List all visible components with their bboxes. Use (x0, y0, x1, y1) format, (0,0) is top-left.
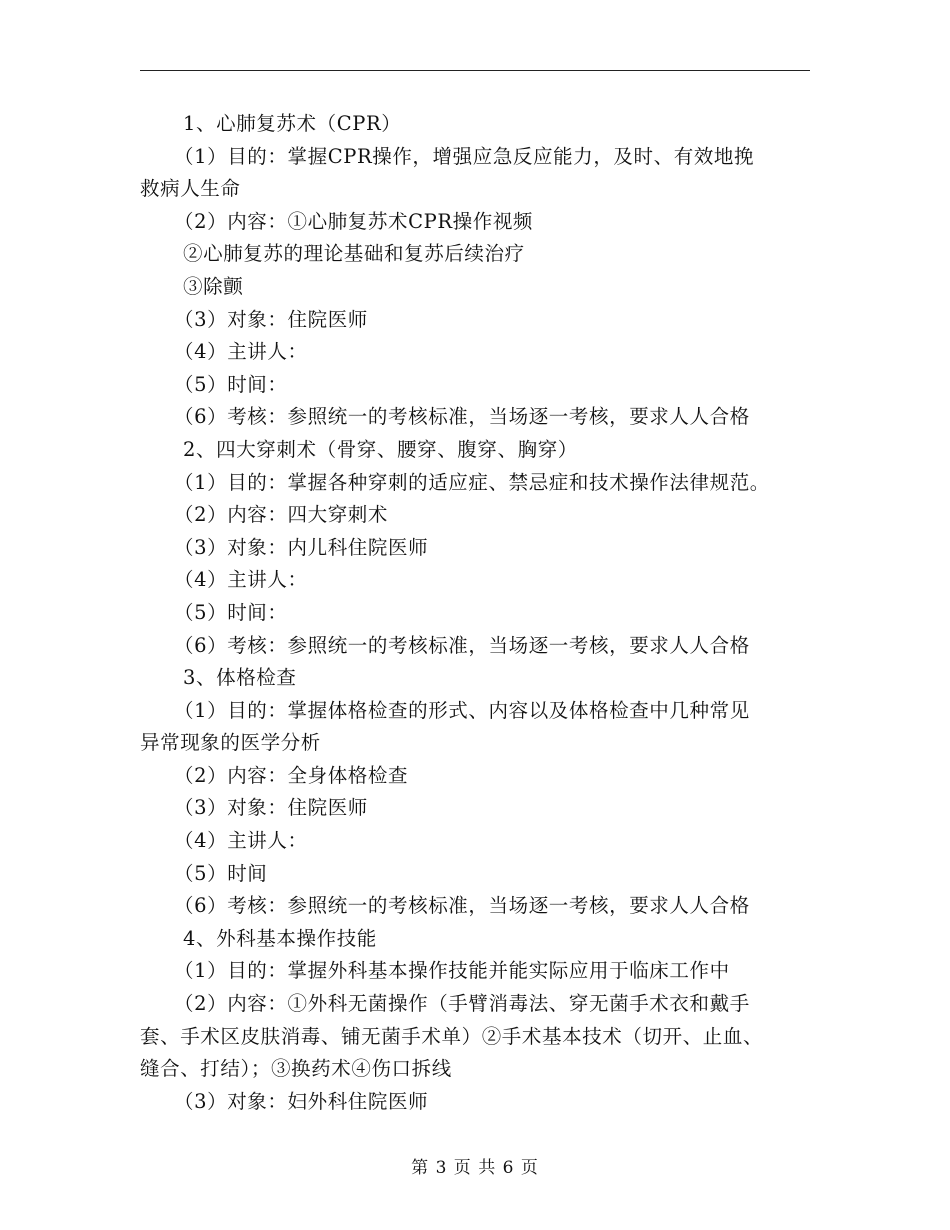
paragraph-line: （6）考核：参照统一的考核标准，当场逐一考核，要求人人合格 (174, 405, 750, 429)
section-heading-cpr: 1、心肺复苏术（CPR） (183, 112, 402, 135)
paragraph-line: （3）对象：住院医师 (174, 307, 368, 331)
page-number-footer: 第 3 页 共 6 页 (411, 1158, 539, 1178)
paragraph-line: 缝合、打结）；③换药术④伤口拆线 (140, 1057, 452, 1081)
paragraph-line: （2）内容：①外科无菌操作（手臂消毒法、穿无菌手术衣和戴手 (174, 992, 750, 1016)
paragraph-line: 异常现象的医学分析 (140, 731, 321, 755)
paragraph-line: （5）时间 (174, 861, 268, 885)
paragraph-line: （1）目的：掌握体格检查的形式、内容以及体格检查中几种常见 (174, 698, 750, 722)
paragraph-line: （1）目的：掌握CPR操作，增强应急反应能力，及时、有效地挽 (174, 144, 755, 168)
paragraph-line: （4）主讲人： (174, 340, 308, 364)
paragraph-line: ③除颤 (183, 274, 244, 298)
header-rule (140, 70, 810, 71)
paragraph-line: ②心肺复苏的理论基础和复苏后续治疗 (183, 242, 525, 266)
paragraph-line: （4）主讲人： (174, 568, 308, 592)
paragraph-line: （3）对象：住院医师 (174, 796, 368, 820)
paragraph-line: （3）对象：内儿科住院医师 (174, 535, 429, 559)
paragraph-line: （1）目的：掌握各种穿刺的适应症、禁忌症和技术操作法律规范。 (174, 470, 770, 494)
paragraph-line: （1）目的：掌握外科基本操作技能并能实际应用于临床工作中 (174, 959, 730, 983)
paragraph-line: （2）内容：四大穿刺术 (174, 503, 389, 527)
paragraph-line: （5）时间： (174, 372, 288, 396)
paragraph-line: （6）考核：参照统一的考核标准，当场逐一考核，要求人人合格 (174, 894, 750, 918)
document-body (140, 108, 810, 1118)
section-heading-surgical-skills: 4、外科基本操作技能 (183, 926, 377, 950)
section-heading-puncture: 2、四大穿刺术（骨穿、腰穿、腹穿、胸穿） (183, 437, 578, 461)
paragraph-line: （3）对象：妇外科住院医师 (174, 1089, 429, 1113)
paragraph-line: 救病人生命 (140, 177, 241, 201)
section-heading-physical-exam: 3、体格检查 (183, 666, 297, 690)
paragraph-line: （6）考核：参照统一的考核标准，当场逐一考核，要求人人合格 (174, 633, 750, 657)
paragraph-line: （5）时间： (174, 600, 288, 624)
paragraph-line: （2）内容：①心肺复苏术CPR操作视频 (174, 209, 534, 233)
paragraph-line: （2）内容：全身体格检查 (174, 763, 409, 787)
paragraph-line: 套、手术区皮肤消毒、铺无菌手术单）②手术基本技术（切开、止血、 (140, 1024, 764, 1048)
paragraph-line: （4）主讲人： (174, 829, 308, 853)
